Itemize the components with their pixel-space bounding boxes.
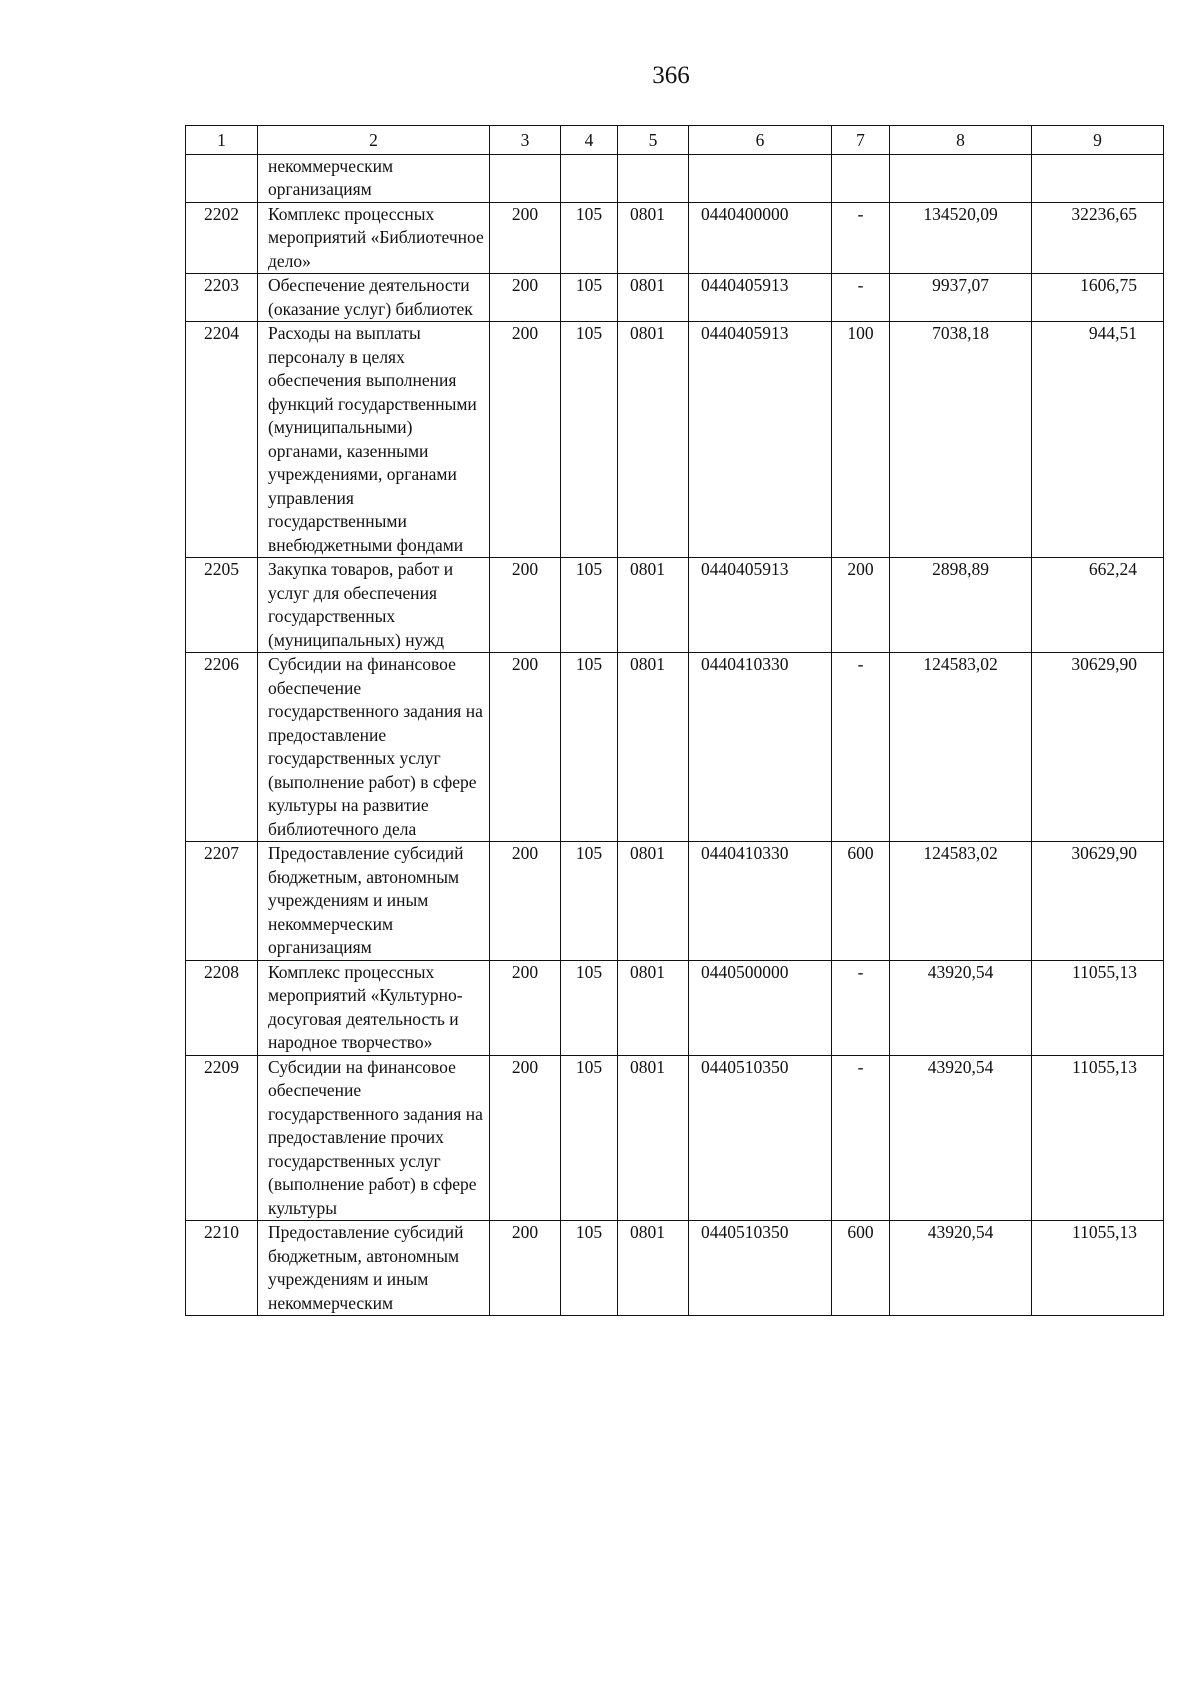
col-header-8: 8 xyxy=(890,126,1032,155)
row-number xyxy=(186,154,258,202)
col7-value: 200 xyxy=(832,558,890,653)
col-header-3: 3 xyxy=(490,126,561,155)
header-row xyxy=(186,126,1164,155)
col7-value xyxy=(832,154,890,202)
col3-value: 200 xyxy=(490,1055,561,1221)
row-number: 2204 xyxy=(186,322,258,558)
table-row xyxy=(186,558,1164,653)
col9-value: 32236,65 xyxy=(1032,202,1164,274)
col7-value: 100 xyxy=(832,322,890,558)
col8-value: 43920,54 xyxy=(890,960,1032,1055)
col9-value: 11055,13 xyxy=(1032,1221,1164,1316)
row-name: Закупка товаров, работ и услуг для обеспечения государственных (муниципальных) нужд xyxy=(258,558,490,653)
row-name: Расходы на выплаты персоналу в целях обеспечения выполнения функций государственными (муниципальными) органами, казенными учреждениями, органами управления государственными внебюджетными фондами xyxy=(258,322,490,558)
table-row xyxy=(186,960,1164,1055)
row-number: 2202 xyxy=(186,202,258,274)
row-name: Обеспечение деятельности (оказание услуг) библиотек xyxy=(258,274,490,322)
col7-value: - xyxy=(832,960,890,1055)
col3-value xyxy=(490,154,561,202)
row-number: 2207 xyxy=(186,842,258,961)
col3-value: 200 xyxy=(490,1221,561,1316)
table-row xyxy=(186,202,1164,274)
col8-value: 9937,07 xyxy=(890,274,1032,322)
table-row xyxy=(186,154,1164,202)
col4-value: 105 xyxy=(561,322,618,558)
col8-value: 43920,54 xyxy=(890,1221,1032,1316)
col3-value: 200 xyxy=(490,842,561,961)
col7-value: 600 xyxy=(832,1221,890,1316)
col4-value: 105 xyxy=(561,202,618,274)
col9-value xyxy=(1032,154,1164,202)
col8-value: 124583,02 xyxy=(890,842,1032,961)
col7-value: - xyxy=(832,1055,890,1221)
col5-value: 0801 xyxy=(618,653,689,842)
col7-value: 600 xyxy=(832,842,890,961)
row-name: Комплекс процессных мероприятий «Культурно-досуговая деятельность и народное творчество» xyxy=(258,960,490,1055)
col6-value: 0440410330 xyxy=(689,842,832,961)
table-row xyxy=(186,1055,1164,1221)
col8-value: 2898,89 xyxy=(890,558,1032,653)
row-name: некоммерческим организациям xyxy=(258,154,490,202)
col8-value: 124583,02 xyxy=(890,653,1032,842)
col-header-6: 6 xyxy=(689,126,832,155)
col9-value: 11055,13 xyxy=(1032,1055,1164,1221)
col9-value: 11055,13 xyxy=(1032,960,1164,1055)
row-number: 2210 xyxy=(186,1221,258,1316)
col4-value: 105 xyxy=(561,960,618,1055)
col3-value: 200 xyxy=(490,202,561,274)
row-name: Предоставление субсидий бюджетным, автономным учреждениям и иным некоммерческим организациям xyxy=(258,842,490,961)
col-header-5: 5 xyxy=(618,126,689,155)
col5-value: 0801 xyxy=(618,1055,689,1221)
col8-value: 134520,09 xyxy=(890,202,1032,274)
col4-value: 105 xyxy=(561,558,618,653)
col8-value: 7038,18 xyxy=(890,322,1032,558)
col6-value: 0440410330 xyxy=(689,653,832,842)
col6-value: 0440405913 xyxy=(689,322,832,558)
col7-value: - xyxy=(832,653,890,842)
col5-value: 0801 xyxy=(618,558,689,653)
col9-value: 662,24 xyxy=(1032,558,1164,653)
col5-value: 0801 xyxy=(618,274,689,322)
row-number: 2209 xyxy=(186,1055,258,1221)
table-row xyxy=(186,842,1164,961)
col3-value: 200 xyxy=(490,653,561,842)
page-number: 366 xyxy=(652,62,690,89)
col9-value: 1606,75 xyxy=(1032,274,1164,322)
col5-value xyxy=(618,154,689,202)
row-name: Субсидии на финансовое обеспечение государственного задания на предоставление государственных услуг (выполнение работ) в сфере культуры на развитие библиотечного дела xyxy=(258,653,490,842)
col9-value: 944,51 xyxy=(1032,322,1164,558)
col4-value xyxy=(561,154,618,202)
col3-value: 200 xyxy=(490,960,561,1055)
col4-value: 105 xyxy=(561,842,618,961)
col7-value: - xyxy=(832,202,890,274)
col4-value: 105 xyxy=(561,653,618,842)
row-name: Субсидии на финансовое обеспечение государственного задания на предоставление прочих государственных услуг (выполнение работ) в сфере культуры xyxy=(258,1055,490,1221)
row-number: 2203 xyxy=(186,274,258,322)
col3-value: 200 xyxy=(490,274,561,322)
col6-value: 0440405913 xyxy=(689,558,832,653)
col5-value: 0801 xyxy=(618,1221,689,1316)
col3-value: 200 xyxy=(490,558,561,653)
col8-value: 43920,54 xyxy=(890,1055,1032,1221)
col8-value xyxy=(890,154,1032,202)
row-name: Комплекс процессных мероприятий «Библиотечное дело» xyxy=(258,202,490,274)
col6-value: 0440500000 xyxy=(689,960,832,1055)
col6-value xyxy=(689,154,832,202)
col5-value: 0801 xyxy=(618,842,689,961)
row-number: 2206 xyxy=(186,653,258,842)
col6-value: 0440400000 xyxy=(689,202,832,274)
col6-value: 0440405913 xyxy=(689,274,832,322)
table-row xyxy=(186,322,1164,558)
budget-table xyxy=(185,125,1164,1316)
col-header-7: 7 xyxy=(832,126,890,155)
col5-value: 0801 xyxy=(618,322,689,558)
col-header-9: 9 xyxy=(1032,126,1164,155)
table-row xyxy=(186,653,1164,842)
col3-value: 200 xyxy=(490,322,561,558)
col7-value: - xyxy=(832,274,890,322)
col5-value: 0801 xyxy=(618,960,689,1055)
col6-value: 0440510350 xyxy=(689,1055,832,1221)
col-header-4: 4 xyxy=(561,126,618,155)
col-header-1: 1 xyxy=(186,126,258,155)
table-row xyxy=(186,274,1164,322)
col9-value: 30629,90 xyxy=(1032,653,1164,842)
col6-value: 0440510350 xyxy=(689,1221,832,1316)
table-row xyxy=(186,1221,1164,1316)
row-name: Предоставление субсидий бюджетным, автономным учреждениям и иным некоммерческим xyxy=(258,1221,490,1316)
row-number: 2205 xyxy=(186,558,258,653)
col4-value: 105 xyxy=(561,1055,618,1221)
col-header-2: 2 xyxy=(258,126,490,155)
row-number: 2208 xyxy=(186,960,258,1055)
col4-value: 105 xyxy=(561,274,618,322)
col9-value: 30629,90 xyxy=(1032,842,1164,961)
col5-value: 0801 xyxy=(618,202,689,274)
col4-value: 105 xyxy=(561,1221,618,1316)
